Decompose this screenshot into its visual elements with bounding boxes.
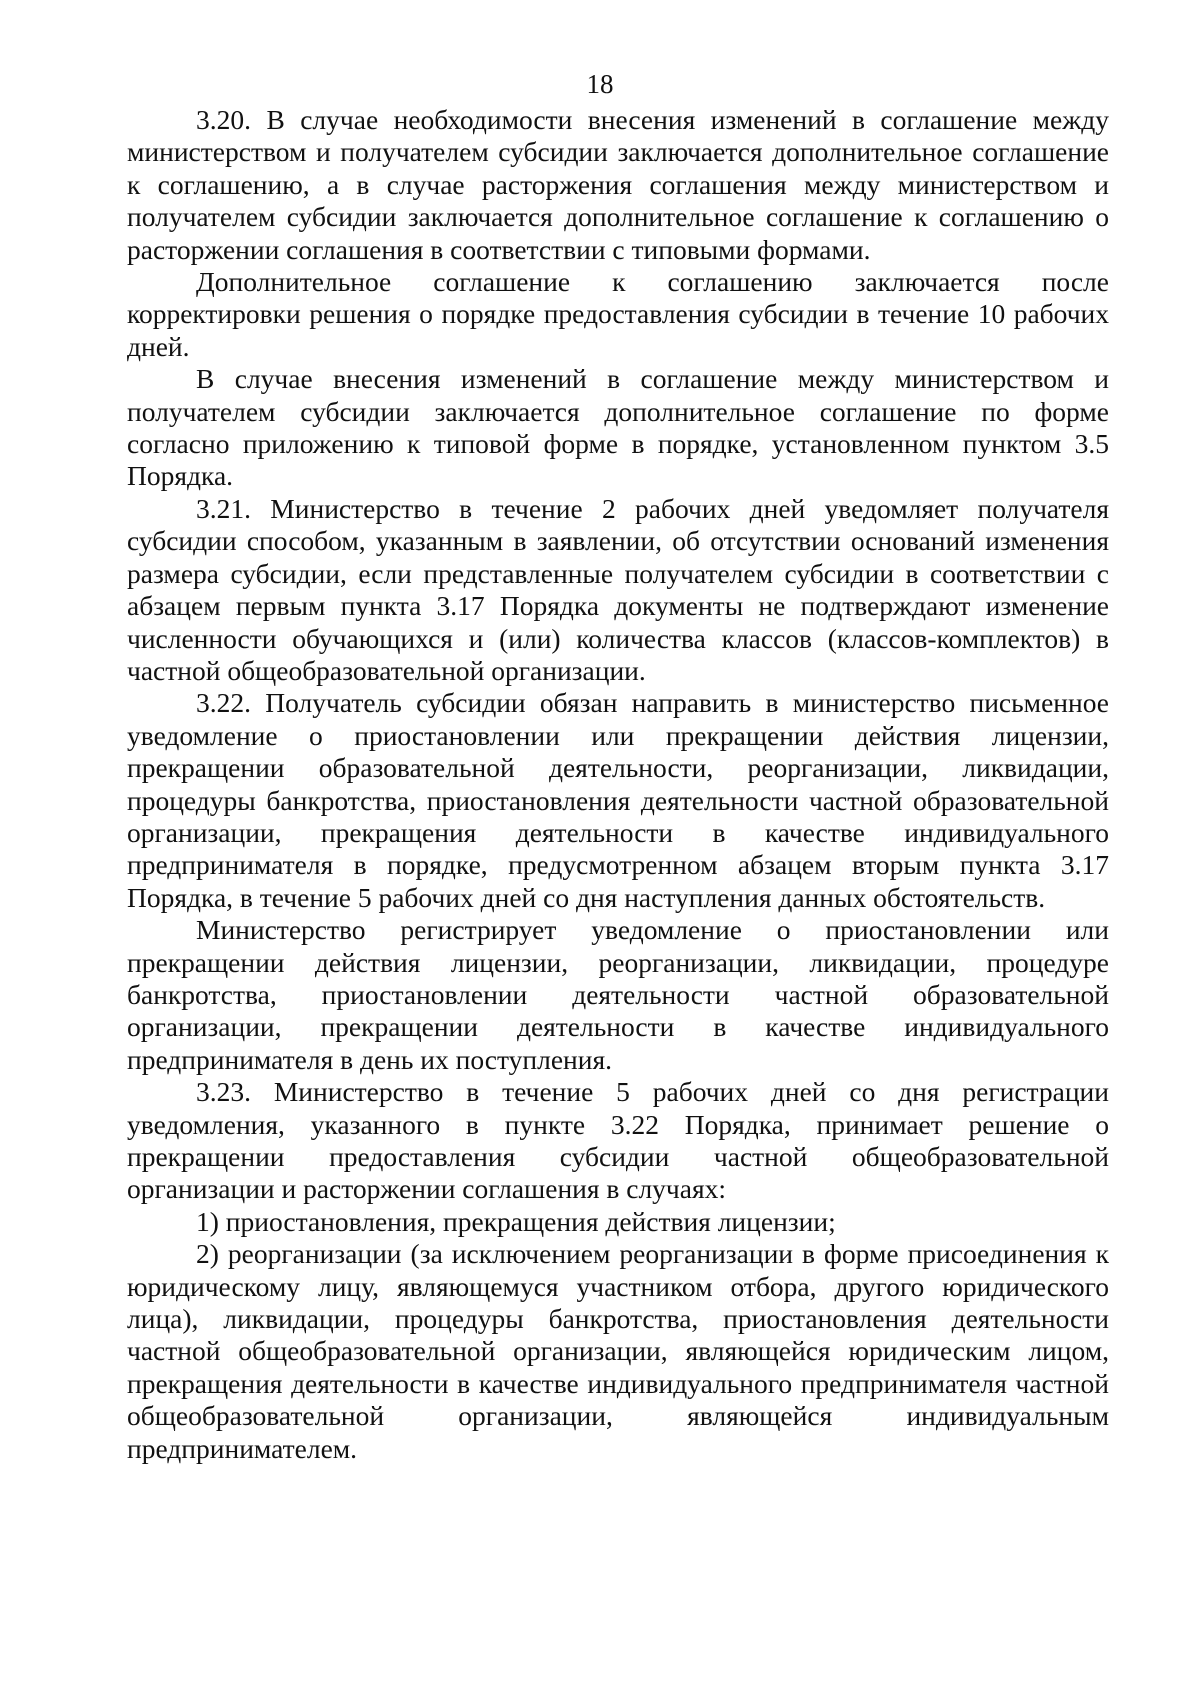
paragraph-3-21: 3.21. Министерство в течение 2 рабочих дней уведомляет получателя субсидии способом, указанным в заявлении, об отсутствии оснований изменения размера субсидии, если представленные получателем субсидии в соответствии с абзацем первым пункта 3.17 Порядка документы не подтверждают изменение численности обучающихся и (или) количества классов (классов-комплектов) в частной общеобразовательной организации. [127,492,1109,686]
paragraph-3-23: 3.23. Министерство в течение 5 рабочих дней со дня регистрации уведомления, указанного в пункте 3.22 Порядка, принимает решение о прекращении предоставления субсидии частной общеобразовательной организации и расторжении соглашения в случаях: [127,1076,1109,1205]
list-item-2: 2) реорганизации (за исключением реорганизации в форме присоединения к юридическому лицу, являющемуся участником отбора, другого юридического лица), ликвидации, процедуры банкротства, приостановления деятельности частной общеобразовательной организации, являющейся юридическим лицом, прекращения деятельности в качестве индивидуального предпринимателя частной общеобразовательной организации, являющейся индивидуальным предпринимателем. [127,1238,1109,1464]
paragraph-additional-agreement: Дополнительное соглашение к соглашению заключается после корректировки решения о порядке предоставления субсидии в течение 10 рабочих дней. [127,266,1109,362]
paragraph-3-22: 3.22. Получатель субсидии обязан направить в министерство письменное уведомление о приостановлении или прекращении действия лицензии, прекращении образовательной деятельности, реорганизации, ликвидации, процедуры банкротства, приостановления деятельности частной образовательной организации, прекращения деятельности в качестве индивидуального предпринимателя в порядке, предусмотренном абзацем вторым пункта 3.17 Порядка, в течение 5 рабочих дней со дня наступления данных обстоятельств. [127,687,1109,913]
list-item-1: 1) приостановления, прекращения действия лицензии; [196,1205,836,1237]
document-body [127,104,1109,1465]
paragraph-registration: Министерство регистрирует уведомление о приостановлении или прекращении действия лицензии, реорганизации, ликвидации, процедуре банкротства, приостановлении деятельности частной образовательной организации, прекращении деятельности в качестве индивидуального предпринимателя в день их поступления. [127,914,1109,1075]
paragraph-amendments: В случае внесения изменений в соглашение между министерством и получателем субсидии заключается дополнительное соглашение по форме согласно приложению к типовой форме в порядке, установленном пунктом 3.5 Порядка. [127,363,1109,492]
paragraph-3-20: 3.20. В случае необходимости внесения изменений в соглашение между министерством и получателем субсидии заключается дополнительное соглашение к соглашению, а в случае расторжения соглашения между министерством и получателем субсидии заключается дополнительное соглашение к соглашению о расторжении соглашения в соответствии с типовыми формами. [127,104,1109,265]
page-number: 18 [586,69,614,99]
